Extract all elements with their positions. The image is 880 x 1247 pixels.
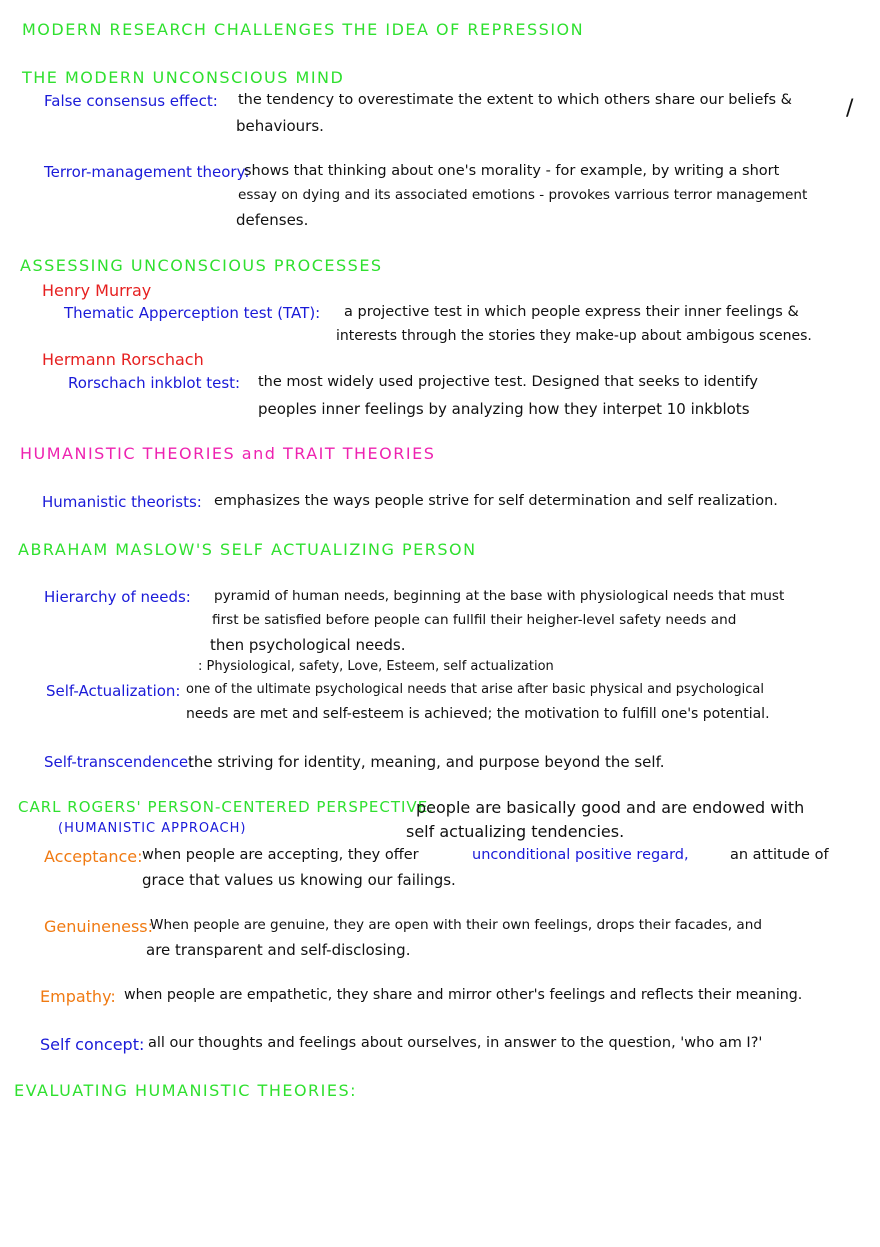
def-false-consensus-1: the tendency to overestimate the extent to which others share our beliefs & xyxy=(238,92,792,108)
def-self-actualization-2: needs are met and self-esteem is achieved; the motivation to fulfill one's potential. xyxy=(186,706,770,722)
term-terror-management: Terror-management theory: xyxy=(44,163,250,181)
term-rorschach-inkblot: Rorschach inkblot test: xyxy=(68,374,241,392)
def-self-concept: all our thoughts and feelings about ourselves, in answer to the question, 'who am I?' xyxy=(148,1035,763,1051)
def-empathy: when people are empathetic, they share and mirror other's feelings and reflects their meaning. xyxy=(124,987,803,1003)
term-acceptance: Acceptance: xyxy=(44,847,143,866)
def-hierarchy-1: pyramid of human needs, beginning at the base with physiological needs that must xyxy=(214,588,785,604)
term-self-transcendence: Self-transcendence: xyxy=(44,753,194,771)
def-tat-2: interests through the stories they make-up about ambigous scenes. xyxy=(336,328,812,344)
def-hierarchy-3: then psychological needs. xyxy=(210,636,406,654)
def-acceptance-2: grace that values us knowing our failings. xyxy=(142,871,456,889)
def-rorschach-1: the most widely used projective test. Designed that seeks to identify xyxy=(258,374,758,390)
heading-carl-rogers: CARL ROGERS' PERSON-CENTERED PERSPECTIVE: xyxy=(18,798,435,816)
heading-assessing-processes: ASSESSING UNCONSCIOUS PROCESSES xyxy=(20,256,383,275)
term-tat: Thematic Apperception test (TAT): xyxy=(64,304,321,322)
name-henry-murray: Henry Murray xyxy=(42,281,152,300)
term-humanistic-theorists: Humanistic theorists: xyxy=(42,493,202,511)
def-hierarchy-2: first be satisfied before people can fullfil their heigher-level safety needs and xyxy=(212,612,737,628)
term-genuineness: Genuineness: xyxy=(44,917,153,936)
def-false-consensus-2: behaviours. xyxy=(236,117,324,135)
subheading-humanistic-approach: (HUMANISTIC APPROACH) xyxy=(58,821,247,836)
heading-evaluating-humanistic: EVALUATING HUMANISTIC THEORIES: xyxy=(14,1081,358,1100)
name-hermann-rorschach: Hermann Rorschach xyxy=(42,350,204,369)
def-acceptance-1c: an attitude of xyxy=(730,847,829,863)
heading-humanistic-trait: HUMANISTIC THEORIES and TRAIT THEORIES xyxy=(20,444,436,463)
heading-unconscious-mind: THE MODERN UNCONSCIOUS MIND xyxy=(22,68,345,87)
ink-slash-mark: / xyxy=(846,96,854,121)
def-genuineness-1: When people are genuine, they are open with their own feelings, drops their facades, and xyxy=(150,917,762,933)
def-acceptance-1a: when people are accepting, they offer xyxy=(142,847,419,863)
needs-list: : Physiological, safety, Love, Esteem, self actualization xyxy=(198,659,554,674)
term-hierarchy-of-needs: Hierarchy of needs: xyxy=(44,588,191,606)
term-false-consensus: False consensus effect: xyxy=(44,92,218,110)
def-terror-management-1: shows that thinking about one's morality - for example, by writing a short xyxy=(244,163,780,179)
term-self-concept: Self concept: xyxy=(40,1035,145,1054)
term-self-actualization: Self-Actualization: xyxy=(46,682,181,700)
def-terror-management-2: essay on dying and its associated emotions - provokes varrious terror management xyxy=(238,187,808,203)
def-humanistic-theorists: emphasizes the ways people strive for self determination and self realization. xyxy=(214,493,778,509)
def-self-actualization-1: one of the ultimate psychological needs that arise after basic physical and psychological xyxy=(186,682,764,697)
heading-repression: MODERN RESEARCH CHALLENGES THE IDEA OF REPRESSION xyxy=(22,20,585,39)
term-empathy: Empathy: xyxy=(40,987,116,1006)
def-genuineness-2: are transparent and self-disclosing. xyxy=(146,941,411,959)
def-carl-rogers-1: people are basically good and are endowed with xyxy=(416,798,805,817)
def-carl-rogers-2: self actualizing tendencies. xyxy=(406,822,625,841)
def-tat-1: a projective test in which people express their inner feelings & xyxy=(344,304,799,320)
def-rorschach-2: peoples inner feelings by analyzing how they interpet 10 inkblots xyxy=(258,400,750,418)
def-acceptance-1b: unconditional positive regard, xyxy=(472,847,689,863)
def-self-transcendence: the striving for identity, meaning, and purpose beyond the self. xyxy=(188,753,665,771)
heading-maslow: ABRAHAM MASLOW'S SELF ACTUALIZING PERSON xyxy=(18,540,477,559)
def-terror-management-3: defenses. xyxy=(236,211,309,229)
